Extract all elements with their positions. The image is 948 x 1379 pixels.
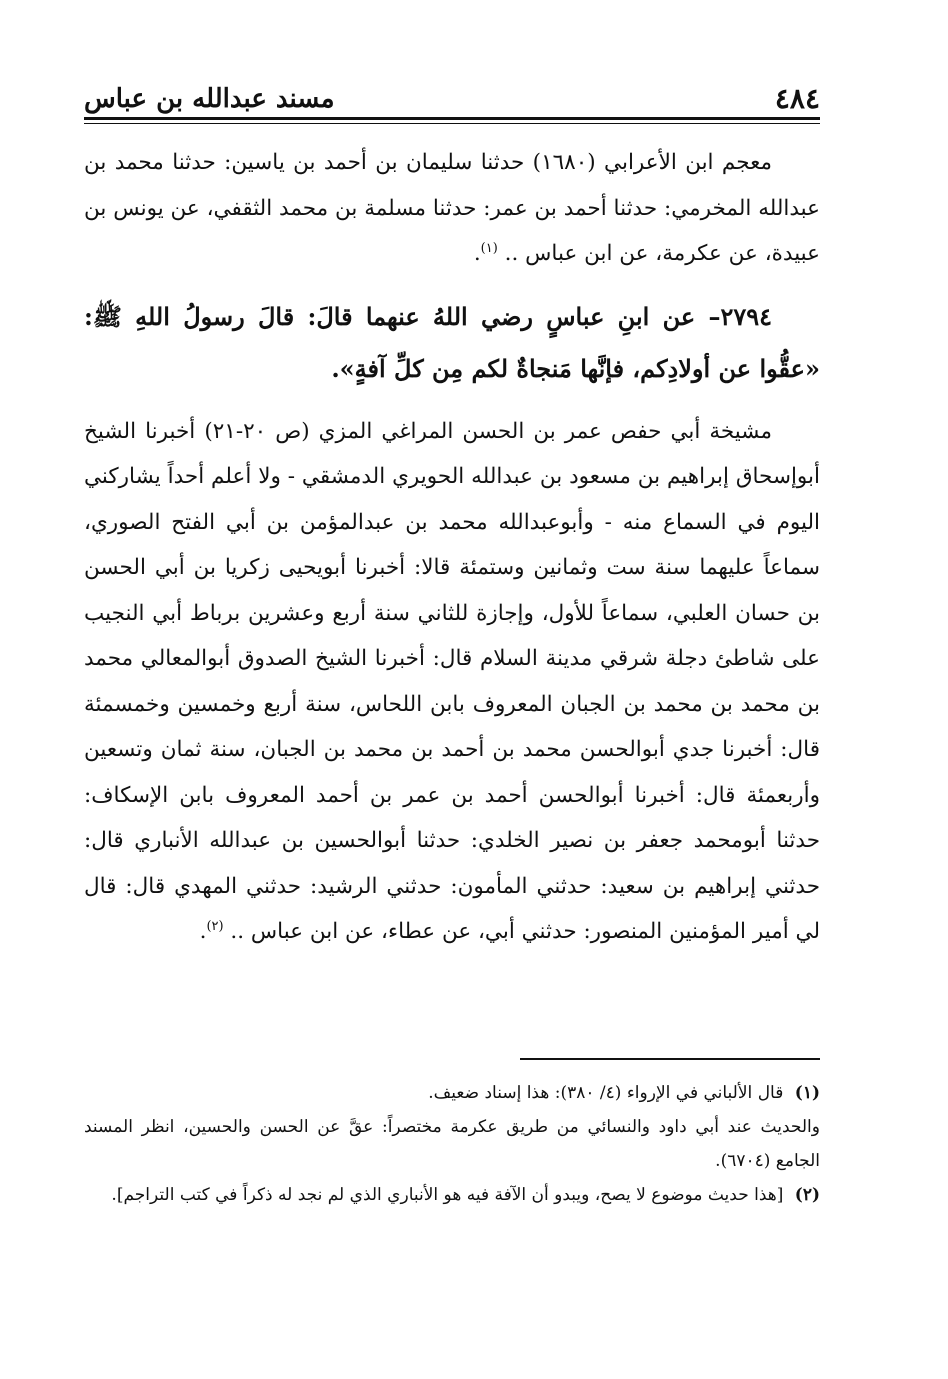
footnotes [84,1076,820,1212]
footnote-ref-2[interactable]: (٢) [206,918,224,934]
main-text [84,140,820,955]
chain-end: . [199,919,207,944]
footnote-label: (٢) [794,1185,820,1205]
footnote-1 [84,1076,820,1110]
source-paragraph [84,140,820,277]
header-rule [84,117,820,120]
footnote-label: (١) [794,1083,820,1103]
footnote-line: قال الألباني في الإرواء (٤/ ٣٨٠): هذا إسناد ضعيف. [428,1083,784,1103]
chain-text: مشيخة أبي حفص عمر بن الحسن المراغي المزي (ص ٢٠-٢١) أخبرنا الشيخ أبوإسحاق إبراهيم بن مسعود بن عبدالله الحويري الدمشقي - ولا أعلم أحداً يشاركني اليوم في السماع منه - وأبوعبدالله محمد بن عبدالمؤمن بن أبي الفتح الصوري، سماعاً عليهما سنة ست وثمانين وستمئة قالا: أخبرنا أبويحيى زكريا بن أبي الحسن بن حسان العلبي، سماعاً للأول، وإجازة للثاني سنة أربع وعشرين برباط أبي النجيب على شاطئ دجلة شرقي مدينة السلام قال: أخبرنا الشيخ الصدوق أبوالمعالي محمد بن محمد بن محمد بن الجبان المعروف بابن اللحاس، سنة أربع وخمسين وخمسمئة قال: أخبرنا جدي أبوالحسن محمد بن أحمد بن محمد بن الجبان، سنة ثمان وتسعين وأربعمئة قال: أخبرنا أبوالحسن أحمد بن عمر بن أحمد المعروف بابن الإسكاف: حدثنا أبومحمد جعفر بن نصير الخلدي: حدثنا أبوالحسين بن عبدالله الأنباري قال: حدثني إبراهيم بن سعيد: حدثني المأمون: حدثني الرشيد: حدثني المهدي قال: قال لي أمير المؤمنين المنصور: حدثني أبي، عن عطاء، عن ابن عباس .. [84,418,820,944]
running-title: مسند عبدالله بن عباس [84,84,335,114]
source-end: . [473,241,481,266]
source-text: معجم ابن الأعرابي (١٦٨٠) حدثنا سليمان بن أحمد بن ياسين: حدثنا محمد بن عبدالله المخرمي: حدثنا أحمد بن عمر: حدثنا مسلمة بن محمد الثقفي، عن يونس بن عبيدة، عن عكرمة، عن ابن عباس .. [84,150,820,266]
footnote-1-continued [84,1110,820,1178]
footnote-2 [84,1178,820,1212]
page-number: ٤٨٤ [774,82,820,115]
footnote-line: [هذا حديث موضوع لا يصح، ويبدو أن الآفة فيه هو الأنباري الذي لم نجد له ذكراً في كتب التراجم]. [111,1185,784,1205]
chain-paragraph [84,409,820,955]
page-header [84,78,820,116]
hadith-text: عن ابنِ عباسٍ رضي اللهُ عنهما قالَ: قالَ رسولُ اللهِ ﷺ: «عقُّوا عن أولادِكم، فإنَّها مَنجاةٌ لكم مِن كلِّ آفةٍ». [84,301,820,383]
footnote-ref-1[interactable]: (١) [480,240,498,256]
header-rule-thin [84,123,820,124]
hadith-paragraph [84,291,820,395]
footnote-line: والحديث عند أبي داود والنسائي من طريق عكرمة مختصراً: عقَّ عن الحسن والحسين، انظر المسند الجامع (٦٧٠٤). [84,1117,820,1171]
footnote-separator [520,1058,820,1060]
hadith-number: ٢٧٩٤– [708,301,773,331]
